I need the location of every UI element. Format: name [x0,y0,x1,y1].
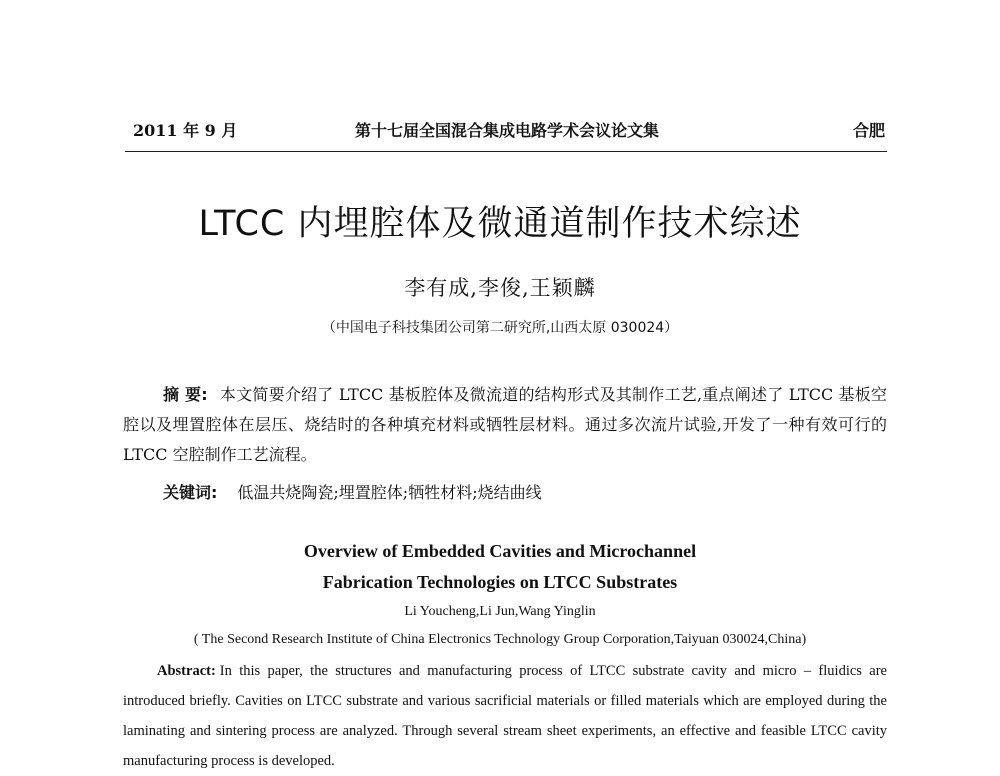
paper-title-en-line1: Overview of Embedded Cavities and Microchannel [303,541,697,561]
affiliation-cn: （中国电子科技集团公司第二研究所,山西太原 030024） [321,320,679,336]
paper-title-en-line2: Fabrication Technologies on LTCC Substrates [322,572,678,592]
abstract-text-en: In this paper, the structures and manufacturing process of LTCC substrate cavity and micro – fluidics are introduced briefly. Cavities on LTCC substrate and various sacrificial materials or filled materials which are employed during the laminating and sintering process are analyzed. Through several stream sheet experiments, an effective and feasible LTCC cavity manufacturing process is developed. [123,663,887,769]
abstract-en [123,656,887,776]
abstract-label-cn: 摘 要: [163,385,208,404]
keywords-text-cn: 低温共烧陶瓷;埋置腔体;牺牲材料;烧结曲线 [237,483,542,502]
running-header [125,118,885,148]
header-date: 2011 年 9 月 [133,121,238,140]
keywords-label-cn: 关键词: [163,483,218,502]
keywords-cn [163,480,883,503]
affiliation-en: ( The Second Research Institute of China Electronics Technology Group Corporation,Taiyuan 030024,China) [193,632,807,647]
paper-title-cn: LTCC 内埋腔体及微通道制作技术综述 [198,204,802,244]
authors-cn: 李有成,李俊,王颖麟 [404,276,596,300]
abstract-cn [123,380,887,470]
authors-en: Li Youcheng,Li Jun,Wang Yinglin [404,604,596,619]
abstract-text-cn: 本文简要介绍了 LTCC 基板腔体及微流道的结构形式及其制作工艺,重点阐述了 LTCC 基板空腔以及埋置腔体在层压、烧结时的各种填充材料或牺牲层材料。通过多次流片试验,开发了一种有效可行的 LTCC 空腔制作工艺流程。 [123,385,887,464]
header-rule [125,151,887,152]
abstract-label-en: Abstract: [157,663,216,679]
header-location: 合肥 [852,121,885,140]
header-proceedings-title: 第十七届全国混合集成电路学术会议论文集 [355,121,660,140]
